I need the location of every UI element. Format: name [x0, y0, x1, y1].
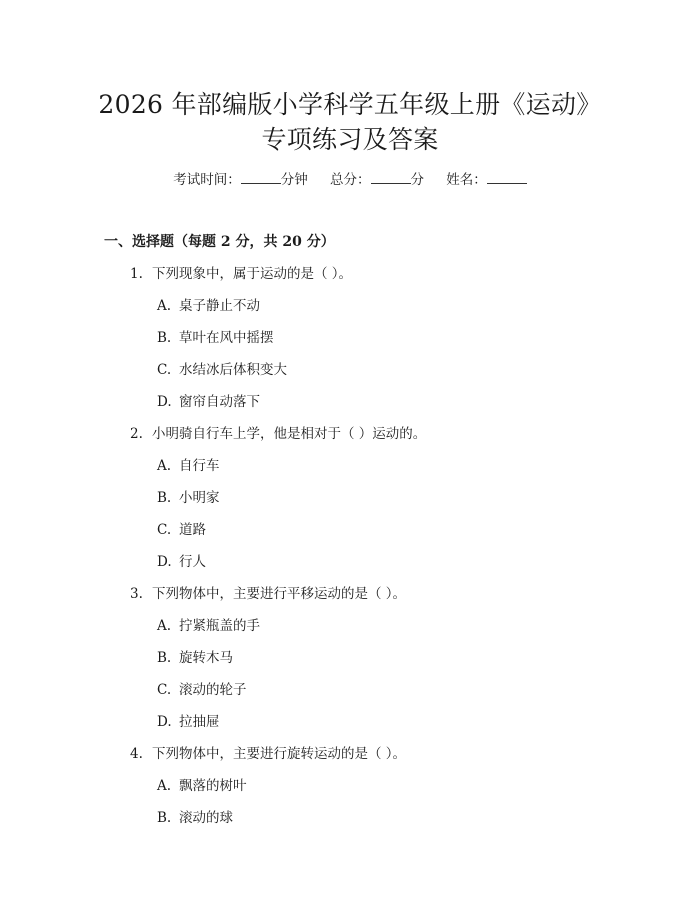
question-text: 小明骑自行车上学，他是相对于（ ）运动的。	[152, 426, 427, 442]
option-item	[157, 390, 260, 410]
option-text: 窗帘自动落下	[179, 394, 260, 410]
question-number: 4.	[130, 746, 143, 762]
question-text: 下列物体中，主要进行平移运动的是（ ）。	[152, 586, 407, 602]
option-letter: A.	[157, 298, 172, 314]
question-number: 2.	[130, 426, 143, 442]
option-text: 滚动的轮子	[179, 682, 247, 698]
option-letter: B.	[157, 650, 172, 666]
option-text: 道路	[179, 522, 206, 538]
option-item	[157, 486, 220, 506]
option-letter: B.	[157, 810, 172, 826]
option-letter: C.	[157, 682, 172, 698]
time-label: 考试时间：	[173, 172, 241, 188]
option-item	[157, 806, 233, 826]
option-letter: A.	[157, 458, 172, 474]
question-number: 1.	[130, 266, 143, 282]
option-text: 行人	[179, 554, 206, 570]
time-unit: 分钟	[280, 172, 308, 188]
option-letter: D.	[157, 714, 172, 730]
option-item	[157, 678, 247, 698]
option-text: 小明家	[179, 490, 220, 506]
option-text: 旋转木马	[179, 650, 233, 666]
score-unit: 分	[410, 172, 424, 188]
option-text: 飘落的树叶	[179, 778, 247, 794]
option-item	[157, 454, 220, 474]
exam-score	[330, 172, 424, 188]
option-text: 拉抽屉	[179, 714, 220, 730]
option-item	[157, 710, 220, 730]
question-3	[130, 582, 406, 602]
option-item	[157, 326, 274, 346]
page-title-line1: 2026 年部编版小学科学五年级上册《运动》	[98, 90, 602, 119]
section-heading: 一、选择题（每题 2 分，共 20 分）	[104, 234, 335, 250]
option-text: 拧紧瓶盖的手	[179, 618, 260, 634]
option-item	[157, 294, 260, 314]
option-letter: C.	[157, 362, 172, 378]
question-text: 下列物体中，主要进行旋转运动的是（ ）。	[152, 746, 407, 762]
score-label: 总分：	[330, 172, 371, 188]
option-item	[157, 518, 206, 538]
question-4	[130, 742, 406, 762]
time-blank	[241, 171, 281, 184]
option-letter: B.	[157, 490, 172, 506]
question-2	[130, 422, 426, 442]
option-letter: C.	[157, 522, 172, 538]
option-item	[157, 358, 287, 378]
option-text: 自行车	[179, 458, 220, 474]
option-letter: A.	[157, 618, 172, 634]
option-text: 水结冰后体积变大	[179, 362, 287, 378]
option-item	[157, 646, 233, 666]
name-blank	[487, 171, 527, 184]
option-letter: B.	[157, 330, 172, 346]
option-text: 桌子静止不动	[179, 298, 260, 314]
exam-meta	[0, 168, 700, 188]
score-blank	[371, 171, 411, 184]
option-letter: A.	[157, 778, 172, 794]
question-number: 3.	[130, 586, 143, 602]
option-item	[157, 550, 206, 570]
page-title-line2: 专项练习及答案	[261, 125, 439, 154]
option-letter: D.	[157, 394, 172, 410]
option-item	[157, 774, 247, 794]
name-label: 姓名：	[446, 172, 487, 188]
option-text: 草叶在风中摇摆	[179, 330, 274, 346]
question-text: 下列现象中，属于运动的是（ ）。	[152, 266, 353, 282]
exam-name	[446, 172, 527, 188]
option-text: 滚动的球	[179, 810, 233, 826]
question-1	[130, 262, 352, 282]
option-letter: D.	[157, 554, 172, 570]
option-item	[157, 614, 260, 634]
exam-time	[173, 172, 308, 188]
